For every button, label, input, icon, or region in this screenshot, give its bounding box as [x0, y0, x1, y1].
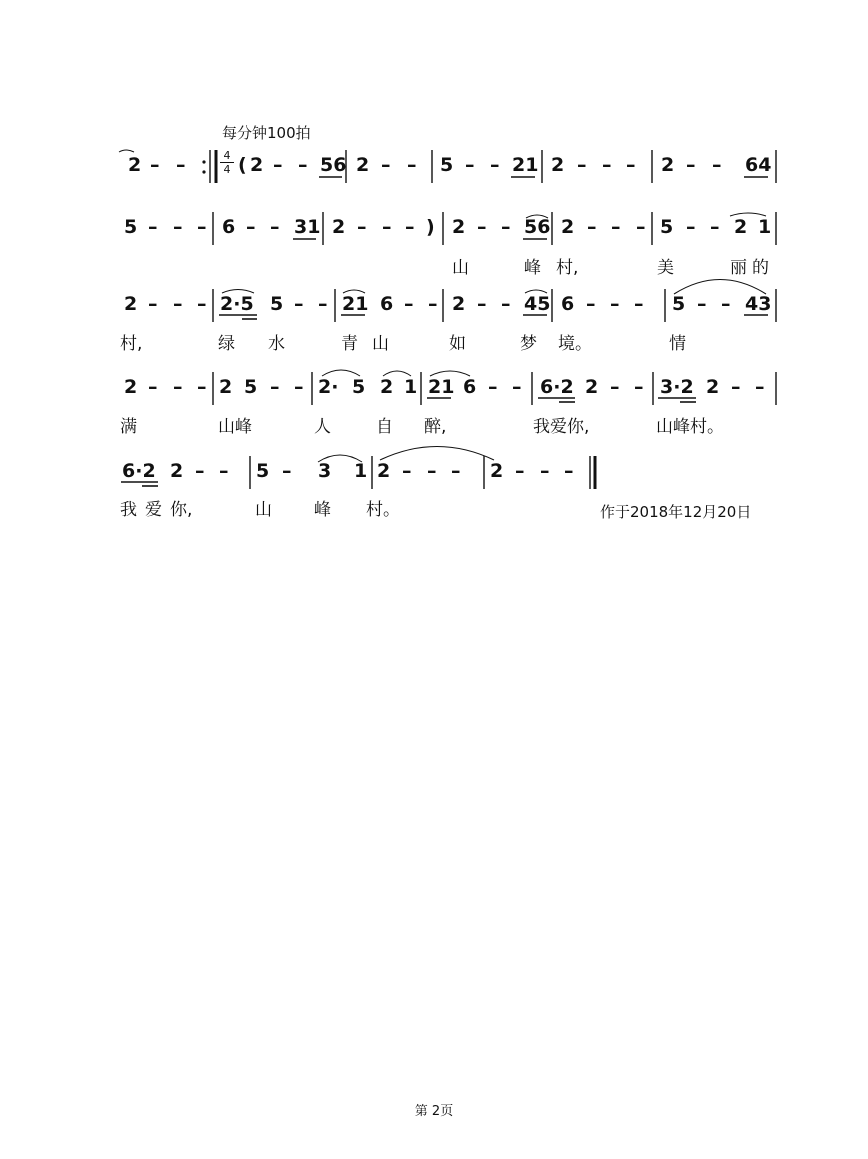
- lyric: 爱: [145, 500, 162, 520]
- note: –: [755, 376, 765, 398]
- note: –: [686, 216, 696, 238]
- note: 2: [551, 154, 565, 176]
- note: 5: [672, 293, 686, 315]
- note: –: [564, 460, 574, 482]
- note: –: [197, 216, 207, 238]
- lyric: 丽: [730, 258, 747, 278]
- note: 2: [332, 216, 346, 238]
- note: 31: [294, 216, 321, 238]
- lyric: 醉,: [424, 417, 447, 437]
- lyric: 峰: [524, 258, 541, 278]
- slur: [383, 371, 411, 376]
- note: –: [381, 154, 391, 176]
- lyric: 人: [314, 417, 331, 437]
- note: 2: [356, 154, 370, 176]
- note: –: [501, 216, 511, 238]
- note: –: [540, 460, 550, 482]
- page-number: 第 2页: [414, 1104, 454, 1119]
- note: –: [273, 154, 283, 176]
- note: –: [512, 376, 522, 398]
- note: 6: [463, 376, 477, 398]
- lyric: 峰: [314, 500, 331, 520]
- repeat-dot: [202, 170, 205, 173]
- note: 2: [124, 376, 138, 398]
- tie: [380, 447, 494, 461]
- time-signature-top: 4: [223, 149, 231, 162]
- note: 64: [745, 154, 772, 176]
- slur: [730, 213, 766, 216]
- note: 21: [512, 154, 539, 176]
- note: –: [173, 376, 183, 398]
- tie: [119, 150, 134, 152]
- note: –: [270, 216, 280, 238]
- note: –: [357, 216, 367, 238]
- note: –: [427, 460, 437, 482]
- note: 2: [128, 154, 142, 176]
- repeat-dot: [202, 160, 205, 163]
- note: 5: [352, 376, 366, 398]
- note: 3·2: [660, 376, 694, 398]
- note: –: [587, 216, 597, 238]
- lyric: 境。: [558, 334, 592, 354]
- note: –: [477, 293, 487, 315]
- lyric: 我爱你,: [533, 417, 590, 437]
- lyric: 如: [449, 334, 466, 354]
- time-signature-bottom: 4: [223, 163, 231, 176]
- note: 2: [706, 376, 720, 398]
- note: –: [611, 216, 621, 238]
- note: 5: [256, 460, 270, 482]
- note: 2: [380, 376, 394, 398]
- note: 5: [244, 376, 258, 398]
- note: –: [173, 293, 183, 315]
- note: –: [477, 216, 487, 238]
- note: 2: [124, 293, 138, 315]
- lyric: 满: [120, 417, 137, 437]
- note: 2: [377, 460, 391, 482]
- composition-date: 作于2018年12月20日: [600, 503, 752, 521]
- note: 6: [380, 293, 394, 315]
- note: ): [426, 216, 435, 238]
- note: –: [451, 460, 461, 482]
- note: –: [465, 154, 475, 176]
- note: 2: [490, 460, 504, 482]
- lyric: 情: [669, 334, 686, 354]
- note: –: [634, 376, 644, 398]
- note: –: [721, 293, 731, 315]
- note: –: [577, 154, 587, 176]
- note: 43: [745, 293, 772, 315]
- note: –: [407, 154, 417, 176]
- note: –: [712, 154, 722, 176]
- note: 5: [660, 216, 674, 238]
- note: –: [197, 376, 207, 398]
- note: –: [173, 216, 183, 238]
- note: 2·5: [220, 293, 254, 315]
- note: –: [148, 216, 158, 238]
- note: 6: [222, 216, 236, 238]
- lyric: 的: [752, 258, 769, 278]
- note: 56: [524, 216, 551, 238]
- note: 2: [170, 460, 184, 482]
- note: –: [405, 216, 415, 238]
- note: –: [697, 293, 707, 315]
- note: 2·: [318, 376, 339, 398]
- note: 2: [250, 154, 264, 176]
- note: 5: [124, 216, 138, 238]
- note: –: [488, 376, 498, 398]
- note: 21: [342, 293, 369, 315]
- note: 5: [440, 154, 454, 176]
- note: –: [602, 154, 612, 176]
- note: –: [148, 293, 158, 315]
- note: 45: [524, 293, 551, 315]
- slur: [318, 455, 362, 462]
- slur: [343, 290, 365, 293]
- note: –: [634, 293, 644, 315]
- note: –: [636, 216, 646, 238]
- note: –: [294, 376, 304, 398]
- note: –: [586, 293, 596, 315]
- note: –: [294, 293, 304, 315]
- note: –: [626, 154, 636, 176]
- note: –: [428, 293, 438, 315]
- note: 2: [734, 216, 748, 238]
- lyric: 村,: [556, 258, 579, 278]
- note: 1: [758, 216, 772, 238]
- note: –: [150, 154, 160, 176]
- note: –: [402, 460, 412, 482]
- lyric: 你,: [170, 500, 193, 520]
- note: 5: [270, 293, 284, 315]
- lyric: 梦: [520, 334, 537, 354]
- note: 1: [354, 460, 368, 482]
- note: 2: [452, 216, 466, 238]
- lyric: 村,: [120, 334, 143, 354]
- lyric: 山峰村。: [656, 417, 724, 437]
- note: 3: [318, 460, 332, 482]
- lyric: 山: [372, 334, 389, 354]
- note: –: [710, 216, 720, 238]
- note: –: [197, 293, 207, 315]
- lyric: 山: [255, 500, 272, 520]
- note: –: [610, 376, 620, 398]
- note: 6·2: [540, 376, 574, 398]
- slur: [674, 280, 766, 295]
- note: –: [219, 460, 229, 482]
- slur: [322, 370, 360, 376]
- note: 2: [219, 376, 233, 398]
- slur: [430, 371, 470, 376]
- note: –: [246, 216, 256, 238]
- lyric: 绿: [218, 334, 235, 354]
- note: 2: [661, 154, 675, 176]
- slur: [525, 290, 547, 293]
- note: –: [298, 154, 308, 176]
- note: 2: [452, 293, 466, 315]
- lyric: 青: [341, 334, 358, 354]
- note: 2: [585, 376, 599, 398]
- lyric: 美: [657, 258, 674, 278]
- note: –: [731, 376, 741, 398]
- note: –: [318, 293, 328, 315]
- lyric: 山: [452, 258, 469, 278]
- note: –: [148, 376, 158, 398]
- note: –: [515, 460, 525, 482]
- note: 21: [428, 376, 455, 398]
- note: 56: [320, 154, 347, 176]
- note: –: [195, 460, 205, 482]
- note: –: [404, 293, 414, 315]
- note: –: [176, 154, 186, 176]
- lyric: 村。: [366, 500, 400, 520]
- tempo-marking: 每分钟100拍: [222, 124, 311, 142]
- note: 6: [561, 293, 575, 315]
- note: 1: [404, 376, 418, 398]
- note: (: [238, 154, 247, 176]
- note: –: [382, 216, 392, 238]
- note: –: [282, 460, 292, 482]
- note: –: [490, 154, 500, 176]
- lyric: 山峰: [218, 417, 252, 437]
- slur: [526, 215, 548, 218]
- note: –: [270, 376, 280, 398]
- lyric: 我: [120, 500, 137, 520]
- note: –: [686, 154, 696, 176]
- lyric: 水: [268, 334, 285, 354]
- note: –: [610, 293, 620, 315]
- note: 6·2: [122, 460, 156, 482]
- slur: [222, 290, 254, 294]
- note: –: [501, 293, 511, 315]
- note: 2: [561, 216, 575, 238]
- lyric: 自: [376, 417, 393, 437]
